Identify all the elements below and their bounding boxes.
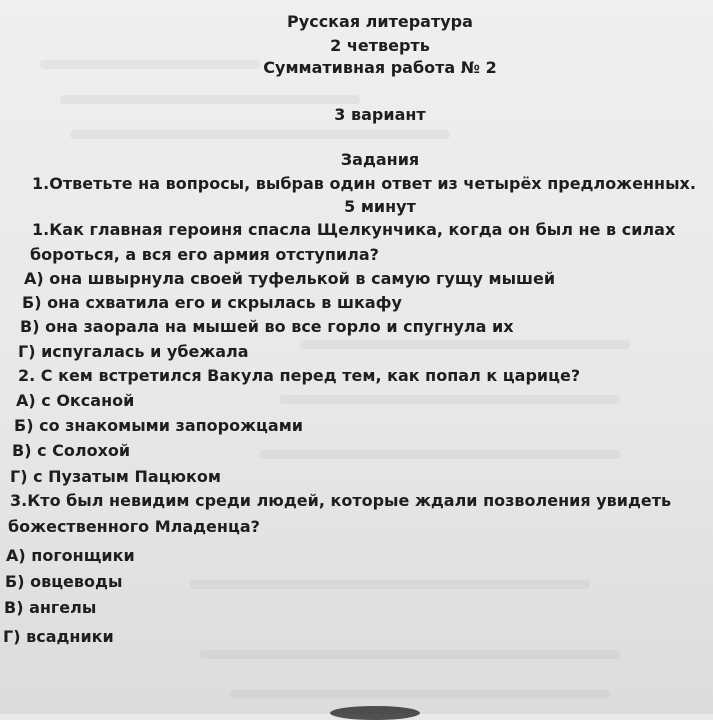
bleed-through-mark — [60, 95, 360, 104]
question-1-option-b: Б) она схватила его и скрылась в шкафу — [22, 293, 402, 312]
question-1-option-d: Г) испугалась и убежала — [18, 342, 249, 361]
question-2-text: 2. С кем встретился Вакула перед тем, как попал к царице? — [18, 366, 581, 385]
question-2-option-d: Г) с Пузатым Пацюком — [10, 467, 221, 486]
bleed-through-mark — [260, 450, 620, 459]
variant-title: 3 вариант — [334, 105, 426, 124]
question-3-option-d: Г) всадники — [3, 627, 114, 646]
instruction-text: 1.Ответьте на вопросы, выбрав один ответ из четырёх предложенных. — [32, 174, 696, 193]
question-2-option-b: Б) со знакомыми запорожцами — [14, 416, 303, 435]
question-1-option-a: А) она швырнула своей туфелькой в самую гущу мышей — [24, 269, 556, 288]
tasks-heading: Задания — [340, 150, 420, 169]
question-2-option-c: В) с Солохой — [12, 441, 131, 460]
question-3-option-a: А) погонщики — [6, 546, 135, 565]
cut-off-text-mark — [330, 706, 420, 720]
question-3-text: 3.Кто был невидим среди людей, которые ждали позволения увидеть — [10, 491, 672, 510]
bleed-through-mark — [190, 580, 590, 589]
bleed-through-mark — [300, 340, 630, 349]
question-2-option-a: А) с Оксаной — [16, 391, 135, 410]
bleed-through-mark — [200, 650, 620, 659]
bleed-through-mark — [280, 395, 620, 404]
question-1-option-c: В) она заорала на мышей во все горло и спугнула их — [20, 317, 514, 336]
question-3-option-b: Б) овцеводы — [5, 572, 123, 591]
bleed-through-mark — [70, 130, 450, 139]
question-1-text: 1.Как главная героиня спасла Щелкунчика, когда он был не в силах — [32, 220, 676, 239]
work-title: Суммативная работа № 2 — [263, 58, 497, 77]
question-3-option-c: В) ангелы — [4, 598, 97, 617]
quarter-title: 2 четверть — [330, 36, 430, 55]
time-limit: 5 минут — [344, 197, 416, 216]
question-1-text: бороться, а вся его армия отступила? — [30, 245, 379, 264]
bleed-through-mark — [230, 690, 610, 699]
question-3-text: божественного Младенца? — [8, 517, 260, 536]
subject-title: Русская литература — [287, 12, 473, 31]
